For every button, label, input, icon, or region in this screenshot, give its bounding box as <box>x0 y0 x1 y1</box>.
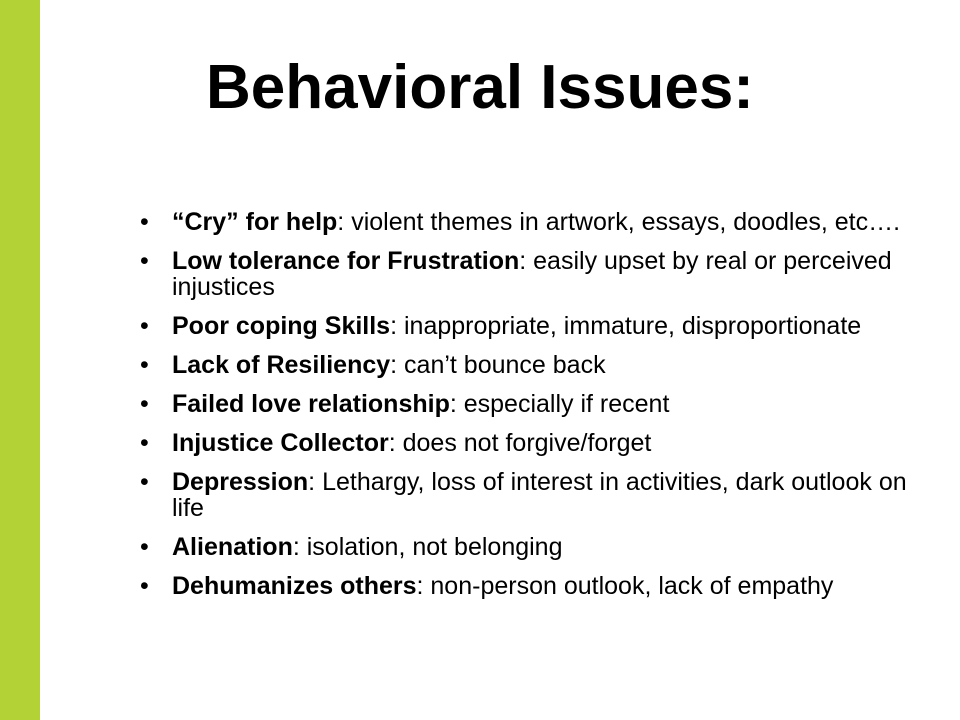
bullet-desc: : non-person outlook, lack of empathy <box>416 572 834 600</box>
bullet-term: Injustice Collector <box>172 429 389 457</box>
bullet-list <box>140 209 930 612</box>
bullet-icon: • <box>140 390 149 418</box>
bullet-icon: • <box>140 351 149 379</box>
bullet-term: Depression <box>172 468 309 496</box>
bullet-item <box>140 573 930 599</box>
bullet-item <box>140 469 930 521</box>
bullet-item <box>140 248 930 300</box>
accent-bar <box>0 0 40 720</box>
bullet-desc: : violent themes in artwork, essays, doodles, etc…. <box>337 208 901 236</box>
bullet-icon: • <box>140 572 149 600</box>
bullet-item <box>140 534 930 560</box>
bullet-desc: : inappropriate, immature, disproportionate <box>390 312 862 340</box>
bullet-term: Failed love relationship <box>172 390 450 418</box>
bullet-desc: : especially if recent <box>449 390 670 418</box>
slide-title: Behavioral Issues: <box>206 53 754 122</box>
bullet-term: Low tolerance for Frustration <box>172 247 520 275</box>
bullet-item <box>140 391 930 417</box>
bullet-icon: • <box>140 247 149 275</box>
bullet-term: “Cry” for help <box>172 208 338 236</box>
bullet-term: Lack of Resiliency <box>172 351 391 379</box>
bullet-icon: • <box>140 429 149 457</box>
bullet-term: Alienation <box>172 533 293 561</box>
bullet-item <box>140 209 930 235</box>
bullet-desc: : can’t bounce back <box>390 351 606 379</box>
bullet-item <box>140 313 930 339</box>
bullet-icon: • <box>140 208 149 236</box>
bullet-desc: : easily upset by real or perceived injustices <box>172 247 892 301</box>
bullet-desc: : Lethargy, loss of interest in activities, dark outlook on life <box>172 468 907 522</box>
bullet-term: Poor coping Skills <box>172 312 391 340</box>
bullet-term: Dehumanizes others <box>172 572 417 600</box>
bullet-desc: : isolation, not belonging <box>292 533 563 561</box>
bullet-item <box>140 430 930 456</box>
bullet-icon: • <box>140 533 149 561</box>
bullet-icon: • <box>140 312 149 340</box>
bullet-item <box>140 352 930 378</box>
bullet-icon: • <box>140 468 149 496</box>
bullet-desc: : does not forgive/forget <box>388 429 652 457</box>
